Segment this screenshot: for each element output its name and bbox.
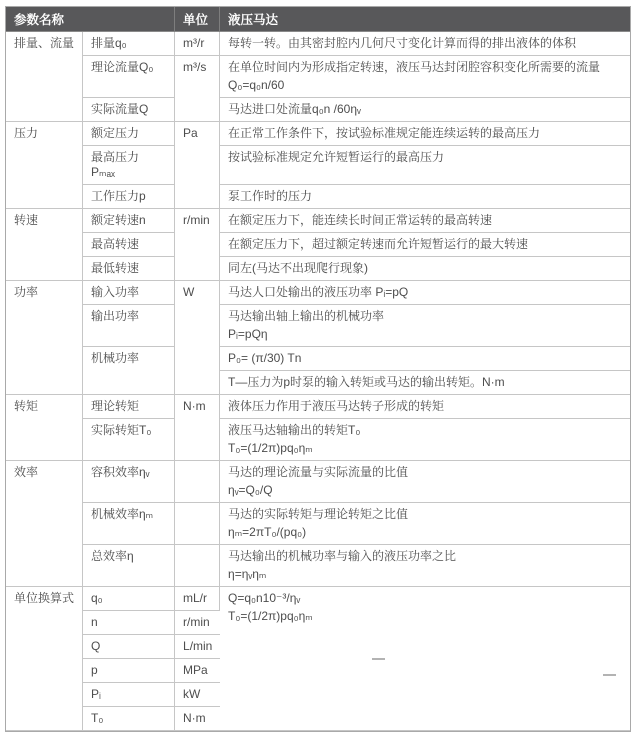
desc-line: 马达的实际转矩与理论转矩之比值 xyxy=(228,507,409,521)
desc-cell xyxy=(220,419,630,461)
desc-line: 在额定压力下，超过额定转速而允许短暂运行的最大转速 xyxy=(228,237,529,251)
desc-line: 在正常工作条件下，按试验标准规定能连续运转的最高压力 xyxy=(228,126,541,140)
param-cell: 最低转速 xyxy=(83,257,175,281)
param-cell: Q xyxy=(83,635,175,659)
desc-line: 马达进口处流量q₀n /60ηᵥ xyxy=(228,102,361,116)
table-row xyxy=(6,98,630,122)
formula-line: Q=q₀n10⁻³/ηᵥ xyxy=(228,591,301,605)
desc-line: 液压马达轴输出的转矩T₀ xyxy=(228,423,361,437)
param-cell: 机械功率 xyxy=(83,347,175,395)
param-cell: q₀ xyxy=(83,587,175,611)
desc-cell xyxy=(220,146,630,185)
desc-line: 马达输出轴上输出的机械功率 xyxy=(228,309,385,323)
desc-cell xyxy=(220,98,630,122)
desc-cell xyxy=(220,185,630,209)
unit-cell-empty xyxy=(175,503,220,545)
table-row xyxy=(6,56,630,98)
table-row xyxy=(6,347,630,371)
group-speed: 转速 xyxy=(6,209,83,281)
header-motor: 液压马达 xyxy=(220,7,630,32)
unit-cell: m³/s xyxy=(175,56,220,122)
table-row xyxy=(6,503,630,545)
formula-line: Q₀=q₀n/60 xyxy=(228,78,285,92)
table-row xyxy=(6,587,630,611)
desc-cell xyxy=(220,503,630,545)
group-power: 功率 xyxy=(6,281,83,395)
formula-line: P₀= (π/30) Tn xyxy=(228,351,302,365)
param-cell: 输出功率 xyxy=(83,305,175,347)
unit-cell: r/min xyxy=(175,611,220,635)
table-row xyxy=(6,395,630,419)
param-cell: n xyxy=(83,611,175,635)
formula-line: ηᵥ=Q₀/Q xyxy=(228,483,273,497)
param-cell: Pᵢ xyxy=(83,683,175,707)
param-cell: 实际转矩T₀ xyxy=(83,419,175,461)
desc-line: 马达的理论流量与实际流量的比值 xyxy=(228,465,409,479)
table-row xyxy=(6,122,630,146)
unit-cell: N·m xyxy=(175,707,220,731)
formula-line: T₀=(1/2π)pq₀ηₘ xyxy=(228,441,313,455)
table-row xyxy=(6,185,630,209)
desc-cell xyxy=(220,209,630,233)
group-displacement-flow: 排量、流量 xyxy=(6,32,83,122)
table-row xyxy=(6,545,630,587)
faint-dash-mark xyxy=(603,674,616,676)
desc-cell xyxy=(220,461,630,503)
table-row xyxy=(6,305,630,347)
table-row xyxy=(6,257,630,281)
table-row xyxy=(6,281,630,305)
unit-cell: MPa xyxy=(175,659,220,683)
desc-line: 同左(马达不出现爬行现象) xyxy=(228,261,369,275)
param-cell: 理论转矩 xyxy=(83,395,175,419)
unit-cell: L/min xyxy=(175,635,220,659)
desc-cell xyxy=(220,233,630,257)
desc-cell xyxy=(220,371,630,395)
faint-dash-mark xyxy=(372,658,385,660)
table-row xyxy=(6,233,630,257)
param-cell: 工作压力p xyxy=(83,185,175,209)
unit-cell: Pa xyxy=(175,122,220,209)
desc-line: 在额定压力下，能连续长时间正常运转的最高转速 xyxy=(228,213,493,227)
desc-cell xyxy=(220,32,630,56)
param-cell: 机械效率ηₘ xyxy=(83,503,175,545)
table-row xyxy=(6,461,630,503)
param-cell: 输入功率 xyxy=(83,281,175,305)
formula-line: ηₘ=2πT₀/(pq₀) xyxy=(228,525,307,539)
desc-cell xyxy=(220,305,630,347)
desc-cell xyxy=(220,395,630,419)
desc-cell xyxy=(220,56,630,98)
param-cell: 排量q₀ xyxy=(83,32,175,56)
desc-line: 马达输出的机械功率与输入的液压功率之比 xyxy=(228,549,457,563)
group-unit-conversion: 单位换算式 xyxy=(6,587,83,731)
unit-cell: kW xyxy=(175,683,220,707)
desc-line: 在单位时间内为形成指定转速，液压马达封闭腔容积变化所需要的流量 xyxy=(228,60,601,74)
group-torque: 转矩 xyxy=(6,395,83,461)
header-row xyxy=(6,7,630,32)
conversion-formula-cell xyxy=(220,587,630,731)
desc-line: 泵工作时的压力 xyxy=(228,189,313,203)
formula-line: η=ηᵥηₘ xyxy=(228,567,267,581)
unit-cell: N·m xyxy=(175,395,220,461)
group-efficiency: 效率 xyxy=(6,461,83,587)
desc-line: 液体压力作用于液压马达转子形成的转矩 xyxy=(228,399,445,413)
unit-cell: mL/r xyxy=(175,587,220,611)
table-row xyxy=(6,32,630,56)
param-cell: 额定转速n xyxy=(83,209,175,233)
param-cell: 总效率η xyxy=(83,545,175,587)
param-cell: T₀ xyxy=(83,707,175,731)
group-pressure: 压力 xyxy=(6,122,83,209)
desc-cell xyxy=(220,545,630,587)
unit-cell: W xyxy=(175,281,220,395)
desc-cell xyxy=(220,347,630,371)
desc-cell xyxy=(220,122,630,146)
desc-line: 马达人口处输出的液压功率 Pᵢ=pQ xyxy=(228,285,409,299)
formula-line: Pᵢ=pQη xyxy=(228,327,268,341)
unit-cell-empty xyxy=(175,461,220,503)
param-cell: 最高转速 xyxy=(83,233,175,257)
unit-cell: m³/r xyxy=(175,32,220,56)
param-cell: 理论流量Q₀ xyxy=(83,56,175,98)
desc-line: 按试验标准规定允许短暂运行的最高压力 xyxy=(228,150,445,164)
unit-cell-empty xyxy=(175,545,220,587)
formula-line: T₀=(1/2π)pq₀ηₘ xyxy=(228,609,313,623)
table-row xyxy=(6,419,630,461)
hydraulic-motor-parameters-table xyxy=(5,6,631,732)
table-row xyxy=(6,209,630,233)
param-cell: 额定压力 xyxy=(83,122,175,146)
desc-cell xyxy=(220,257,630,281)
header-unit: 单位 xyxy=(175,7,220,32)
param-cell: 实际流量Q xyxy=(83,98,175,122)
unit-cell: r/min xyxy=(175,209,220,281)
param-cell: 最高压力 Pₘₐₓ xyxy=(83,146,175,185)
param-cell: p xyxy=(83,659,175,683)
desc-cell xyxy=(220,281,630,305)
param-cell: 容积效率ηᵥ xyxy=(83,461,175,503)
header-param-name: 参数名称 xyxy=(6,7,175,32)
desc-line: T—压力为p时泵的输入转矩或马达的输出转矩。N·m xyxy=(228,375,505,389)
table-row xyxy=(6,146,630,185)
desc-line: 每转一转。由其密封腔内几何尺寸变化计算而得的排出液体的体积 xyxy=(228,36,577,50)
